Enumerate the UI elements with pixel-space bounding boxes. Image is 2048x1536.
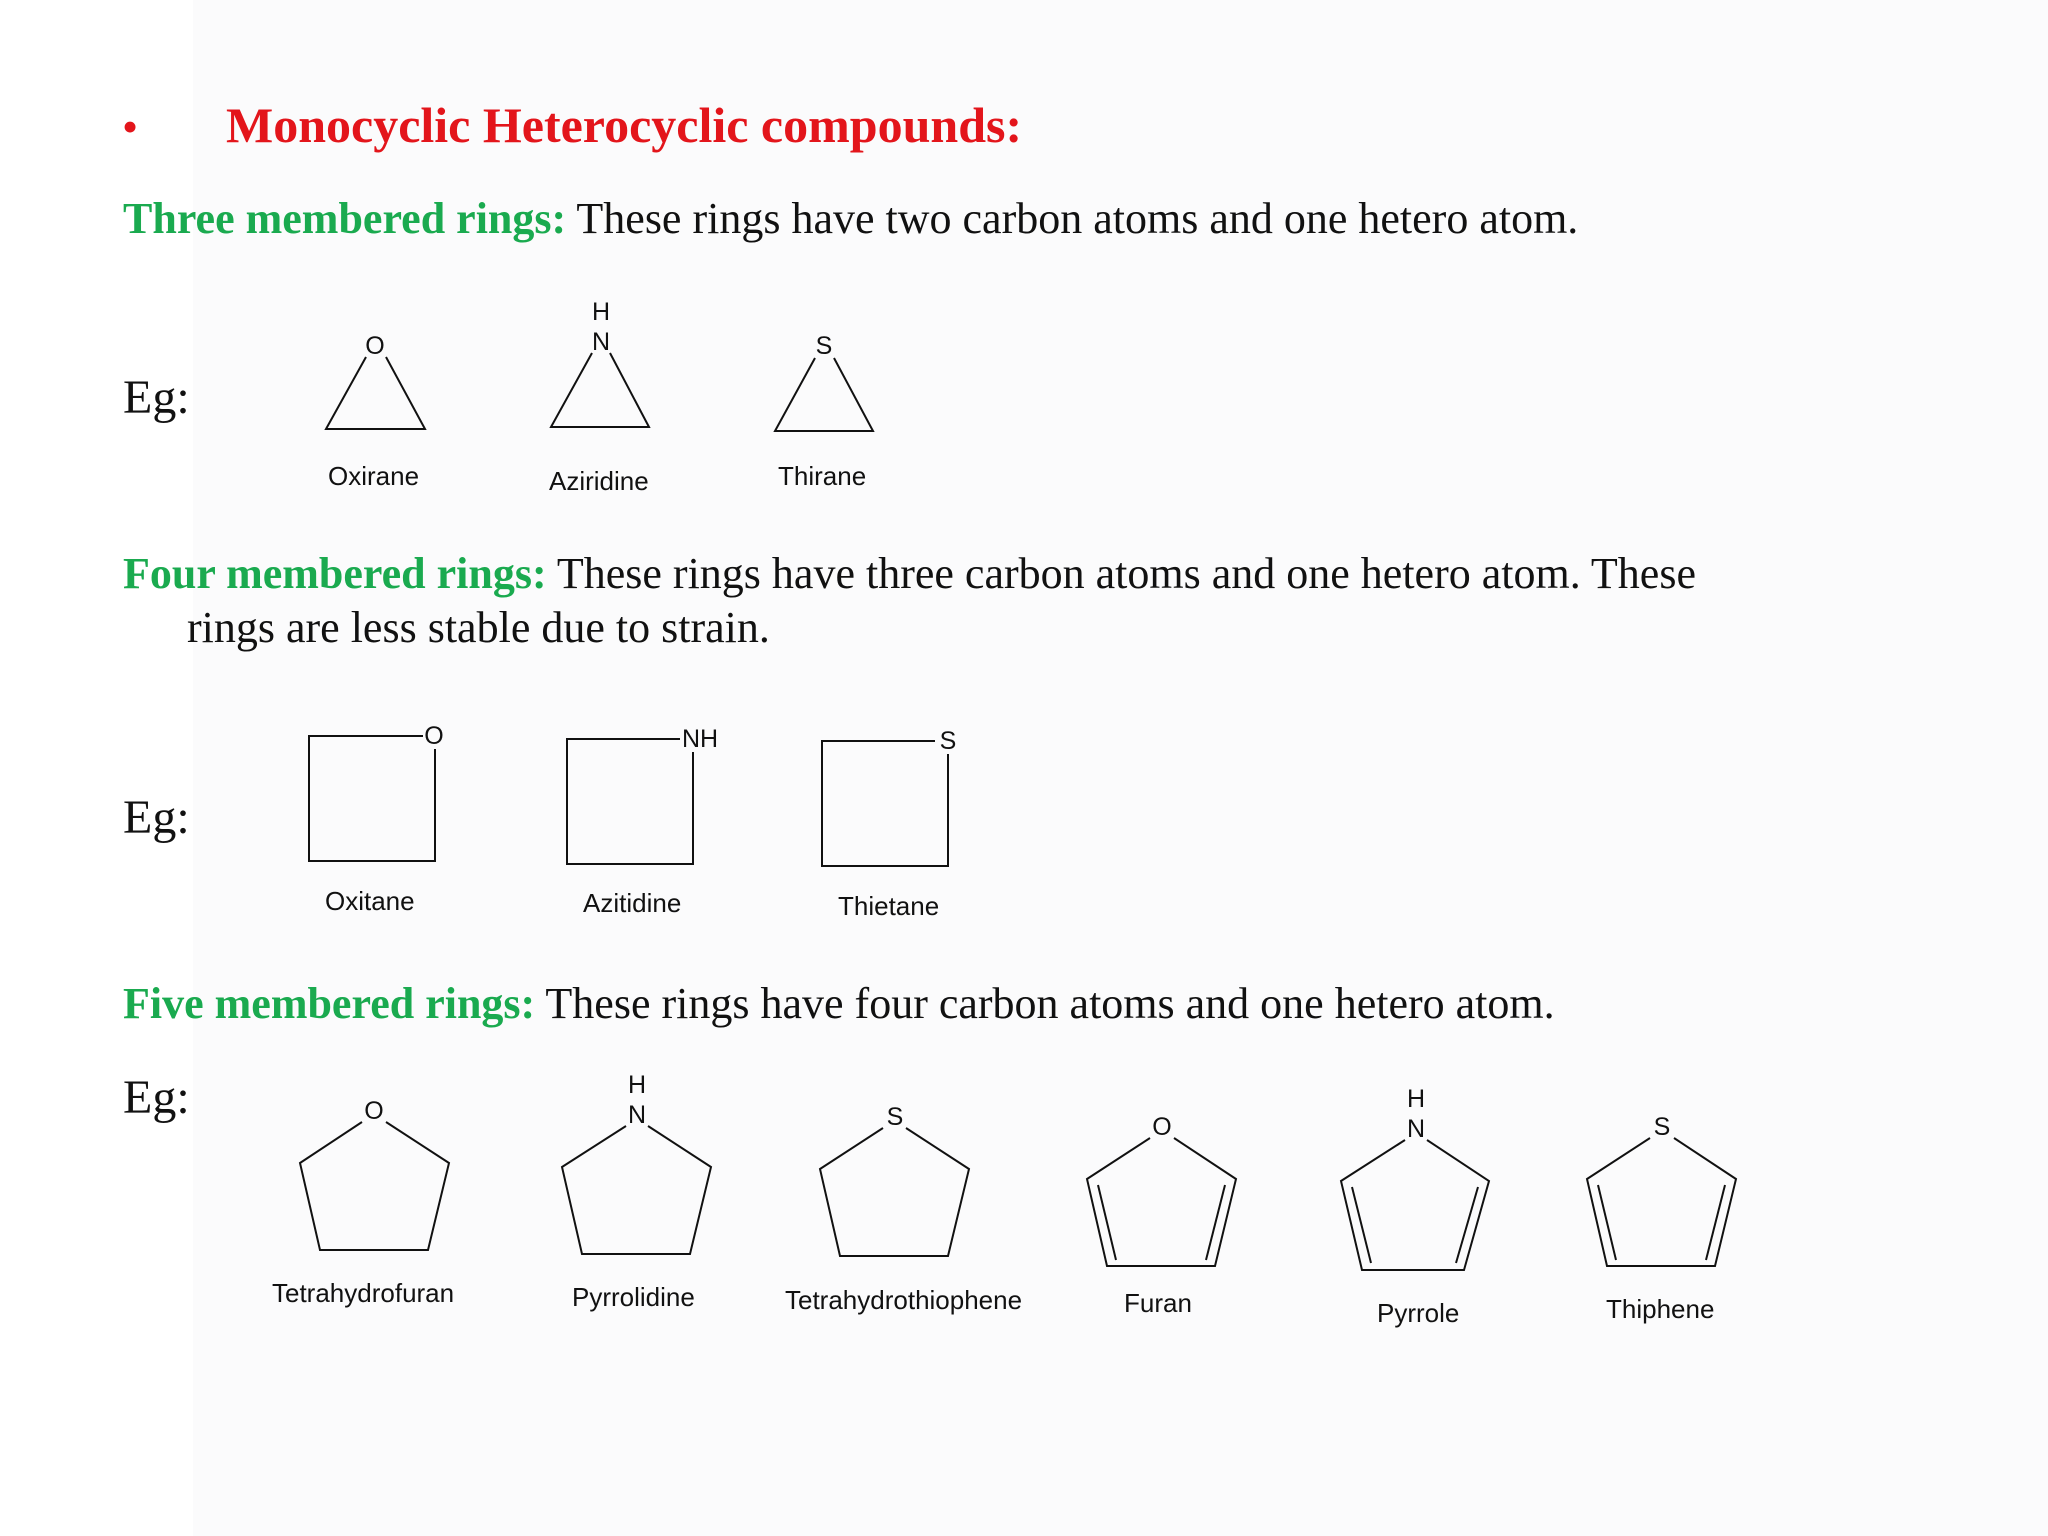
three-membered-heading: Three membered rings: — [123, 194, 567, 243]
furan-structure — [1087, 1113, 1236, 1266]
azitidine-label: Azitidine — [583, 888, 682, 918]
five-membered-description: These rings have four carbon atoms and one hetero atom. — [545, 979, 1555, 1028]
pyrrole-atom: N — [1406, 1115, 1426, 1143]
tetrahydrothiophene-label: Tetrahydrothiophene — [785, 1285, 1023, 1315]
aziridine-hydrogen: H — [591, 298, 611, 326]
pyrrolidine-atom: N — [627, 1101, 647, 1129]
three-membered-description: These rings have two carbon atoms and one hetero atom. — [576, 194, 1579, 243]
pyrrole-label: Pyrrole — [1377, 1298, 1460, 1328]
thiphene-label: Thiphene — [1606, 1294, 1715, 1324]
aziridine-atom: N — [591, 328, 611, 356]
thietane-atom: S — [939, 727, 957, 755]
four-membered-description-line1: These rings have three carbon atoms and one hetero atom. These — [556, 549, 1696, 598]
pyrrole-structure — [1341, 1085, 1489, 1270]
azitidine-atom: NH — [681, 725, 719, 753]
pyrrole-hydrogen: H — [1406, 1085, 1426, 1113]
oxitane-atom: O — [424, 722, 444, 750]
tetrahydrothiophene-atom: S — [886, 1103, 904, 1131]
thirane-atom: S — [815, 332, 833, 360]
slide-title: Monocyclic Heterocyclic compounds: — [226, 97, 1023, 153]
three-eg-label: Eg: — [123, 371, 190, 424]
five-eg-label: Eg: — [123, 1071, 190, 1124]
pyrrolidine-label: Pyrrolidine — [572, 1282, 695, 1312]
bullet-marker: • — [122, 101, 139, 152]
aziridine-label: Aziridine — [549, 466, 649, 496]
thietane-label: Thietane — [838, 891, 940, 921]
tetrahydrofuran-structure — [300, 1097, 449, 1250]
thirane-label: Thirane — [778, 461, 867, 491]
oxirane-atom: O — [365, 332, 385, 360]
furan-atom: O — [1152, 1113, 1172, 1141]
thiphene-structure — [1587, 1113, 1736, 1266]
four-membered-description-line2: rings are less stable due to strain. — [187, 603, 770, 652]
five-membered-heading: Five membered rings: — [123, 979, 536, 1028]
tetrahydrothiophene-structure — [820, 1103, 969, 1256]
oxirane-label: Oxirane — [328, 461, 420, 491]
furan-label: Furan — [1124, 1288, 1192, 1318]
tetrahydrofuran-label: Tetrahydrofuran — [272, 1278, 455, 1308]
pyrrolidine-hydrogen: H — [627, 1071, 647, 1099]
four-eg-label: Eg: — [123, 791, 190, 844]
four-membered-heading: Four membered rings: — [123, 549, 547, 598]
thiphene-atom: S — [1653, 1113, 1671, 1141]
pyrrolidine-structure — [562, 1071, 711, 1254]
oxitane-label: Oxitane — [325, 886, 415, 916]
tetrahydrofuran-atom: O — [364, 1097, 384, 1125]
